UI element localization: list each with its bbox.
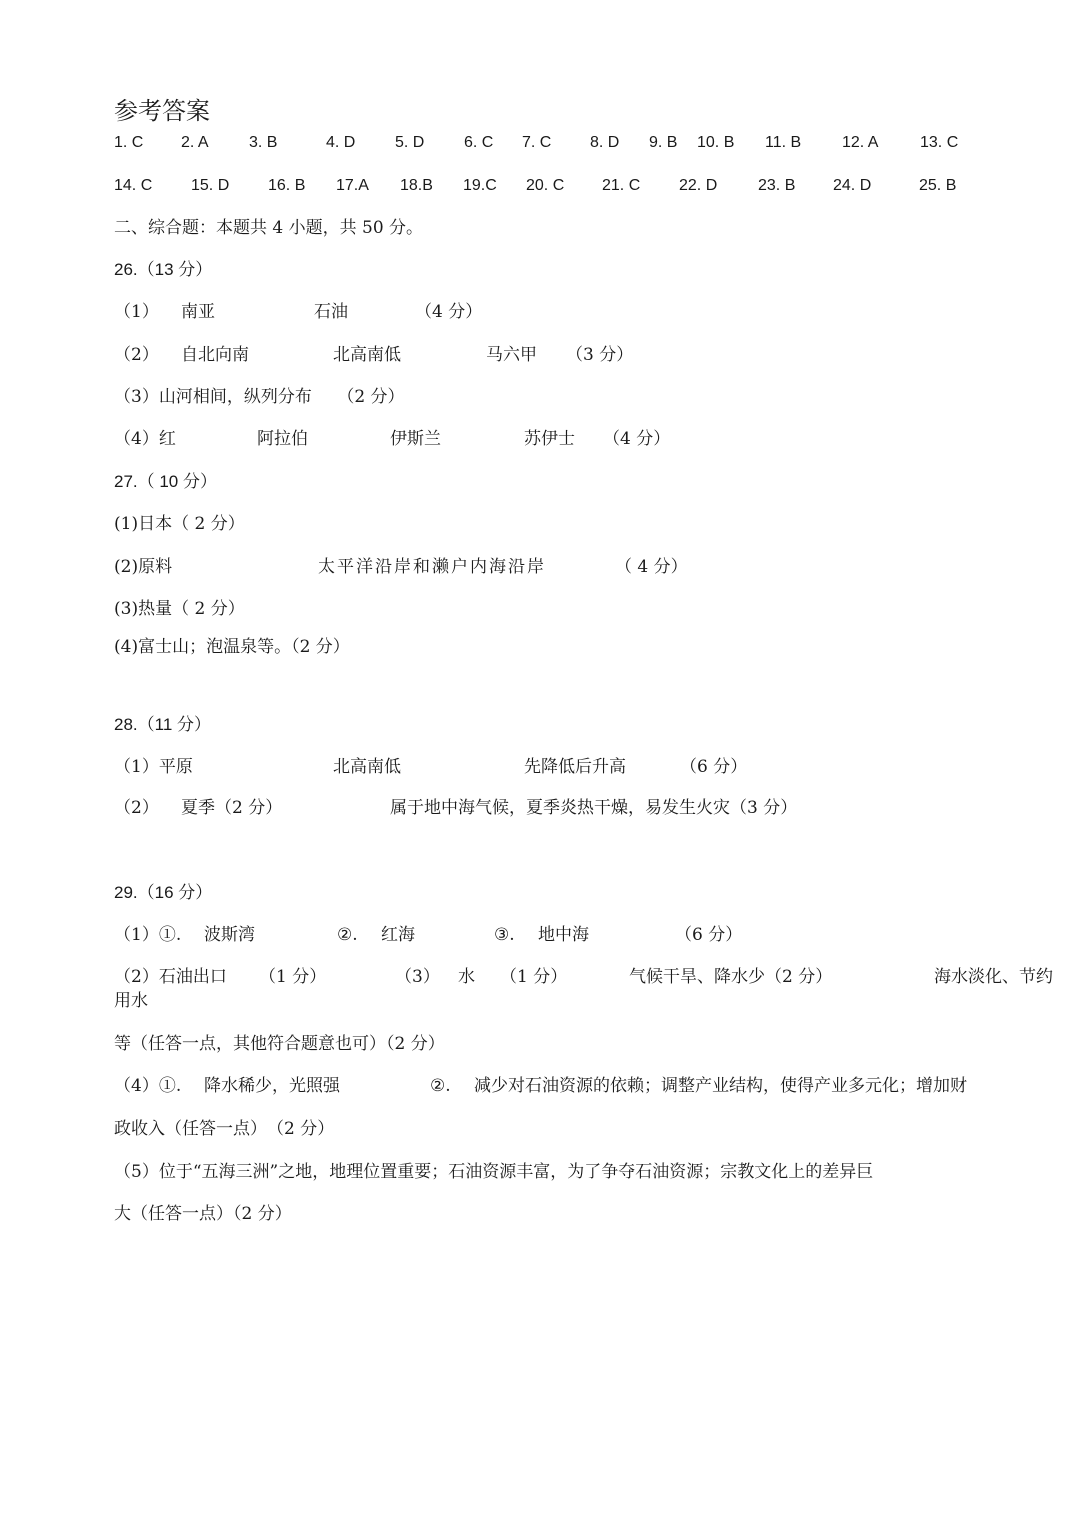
q27-answer-1: (1)日本（ 2 分） [114,514,245,534]
choice-answer: 8. D [590,134,620,151]
choice-answer: 21. C [602,177,641,194]
answer-part: （1） [114,302,159,322]
answer-part: 波斯湾 [204,925,255,945]
choice-answer: 9. B [649,134,678,151]
q29-answer-2-note: 等（任答一点，其他符合题意也可）（2 分） [114,1034,445,1054]
answer-part: 先降低后升高 [524,757,626,777]
answer-part: （1）①. [114,925,182,945]
choice-answer: 23. B [758,177,796,194]
choice-answer: 12. A [842,134,879,151]
choice-answer: 19.C [463,177,497,194]
q27-answer-4: (4)富士山；泡温泉等。（2 分） [114,637,350,657]
answer-part: （ 4 分） [615,557,688,577]
answer-part: 气候干旱、降水少（2 分） [629,967,833,987]
choice-answer: 13. C [920,134,959,151]
answer-part: （2）石油出口 [114,967,227,987]
choice-answer: 16. B [268,177,306,194]
answer-part: 减少对石油资源的依赖；调整产业结构，使得产业多元化；增加财 [474,1076,967,1096]
answer-part: （2） [114,345,159,365]
q27-heading: 27.（ 10 分） [114,472,217,491]
answer-part: 红海 [381,925,415,945]
q29-answer-5-cont: 大（任答一点）（2 分） [114,1204,292,1224]
answer-part: 海水淡化、节约 [934,967,1053,987]
answer-part: （1 分） [500,967,568,987]
answer-part: 伊斯兰 [390,429,441,449]
q26-answer-3: （3）山河相间，纵列分布 （2 分） [114,387,405,407]
answer-part: （6 分） [675,925,743,945]
choice-answer: 3. B [249,134,278,151]
answer-part: 苏伊士 [524,429,575,449]
answer-part: 地中海 [538,925,589,945]
answer-part: （3 分） [566,345,634,365]
answer-part: 马六甲 [486,345,537,365]
q29-answer-5: （5）位于“五海三洲”之地，地理位置重要；石油资源丰富，为了争夺石油资源；宗教文化上的差异巨 [114,1162,874,1182]
q29-answer-4-cont: 政收入（任答一点） （2 分） [114,1119,335,1139]
choice-answer: 2. A [181,134,209,151]
answer-part: 石油 [314,302,348,322]
q27-answer-3: (3)热量（ 2 分） [114,599,245,619]
choice-answer: 24. D [833,177,872,194]
answer-part: （4）红 [114,429,176,449]
choice-answer: 10. B [697,134,735,151]
answer-part: 降水稀少，光照强 [204,1076,340,1096]
choice-answer: 7. C [522,134,552,151]
answer-part: 南亚 [181,302,215,322]
answer-part: （1 分） [259,967,327,987]
q28-heading: 28.（11 分） [114,715,212,734]
q29-heading: 29.（16 分） [114,883,213,902]
answer-part: ③. [494,925,515,945]
answer-part: ②. [430,1076,451,1096]
choice-answer: 4. D [326,134,356,151]
choice-answer: 20. C [526,177,565,194]
answer-part: 自北向南 [181,345,249,365]
answer-part: （4 分） [415,302,483,322]
q29-answer-2-cont: 用水 [114,991,148,1011]
choice-answer: 17.A [336,177,369,194]
answer-part: （3） [395,967,440,987]
answer-part: （1）平原 [114,757,193,777]
choice-answer: 15. D [191,177,230,194]
answer-part: 北高南低 [333,757,401,777]
choice-answer: 6. C [464,134,494,151]
page-title: 参考答案 [114,97,210,125]
answer-part: （4）①. [114,1076,182,1096]
answer-part: 夏季（2 分） [181,798,283,818]
answer-part: （4 分） [603,429,671,449]
choice-answer: 11. B [765,134,802,151]
answer-part: 太平洋沿岸和濑户内海沿岸 [318,557,546,577]
choice-answer: 1. C [114,134,144,151]
answer-part: （6 分） [680,757,748,777]
choice-answer: 22. D [679,177,718,194]
answer-part: ②. [337,925,358,945]
choice-answer: 18.B [400,177,433,194]
choice-answer: 25. B [919,177,957,194]
answer-part: 阿拉伯 [257,429,308,449]
q26-heading: 26.（13 分） [114,260,213,279]
answer-part: 属于地中海气候，夏季炎热干燥，易发生火灾（3 分） [390,798,798,818]
choice-answer: 5. D [395,134,425,151]
answer-part: （2） [114,798,159,818]
section-heading: 二、综合题：本题共 4 小题，共 50 分。 [114,218,424,238]
answer-part: 北高南低 [333,345,401,365]
choice-answer: 14. C [114,177,153,194]
answer-part: (2)原料 [114,557,173,577]
answer-part: 水 [458,967,475,987]
